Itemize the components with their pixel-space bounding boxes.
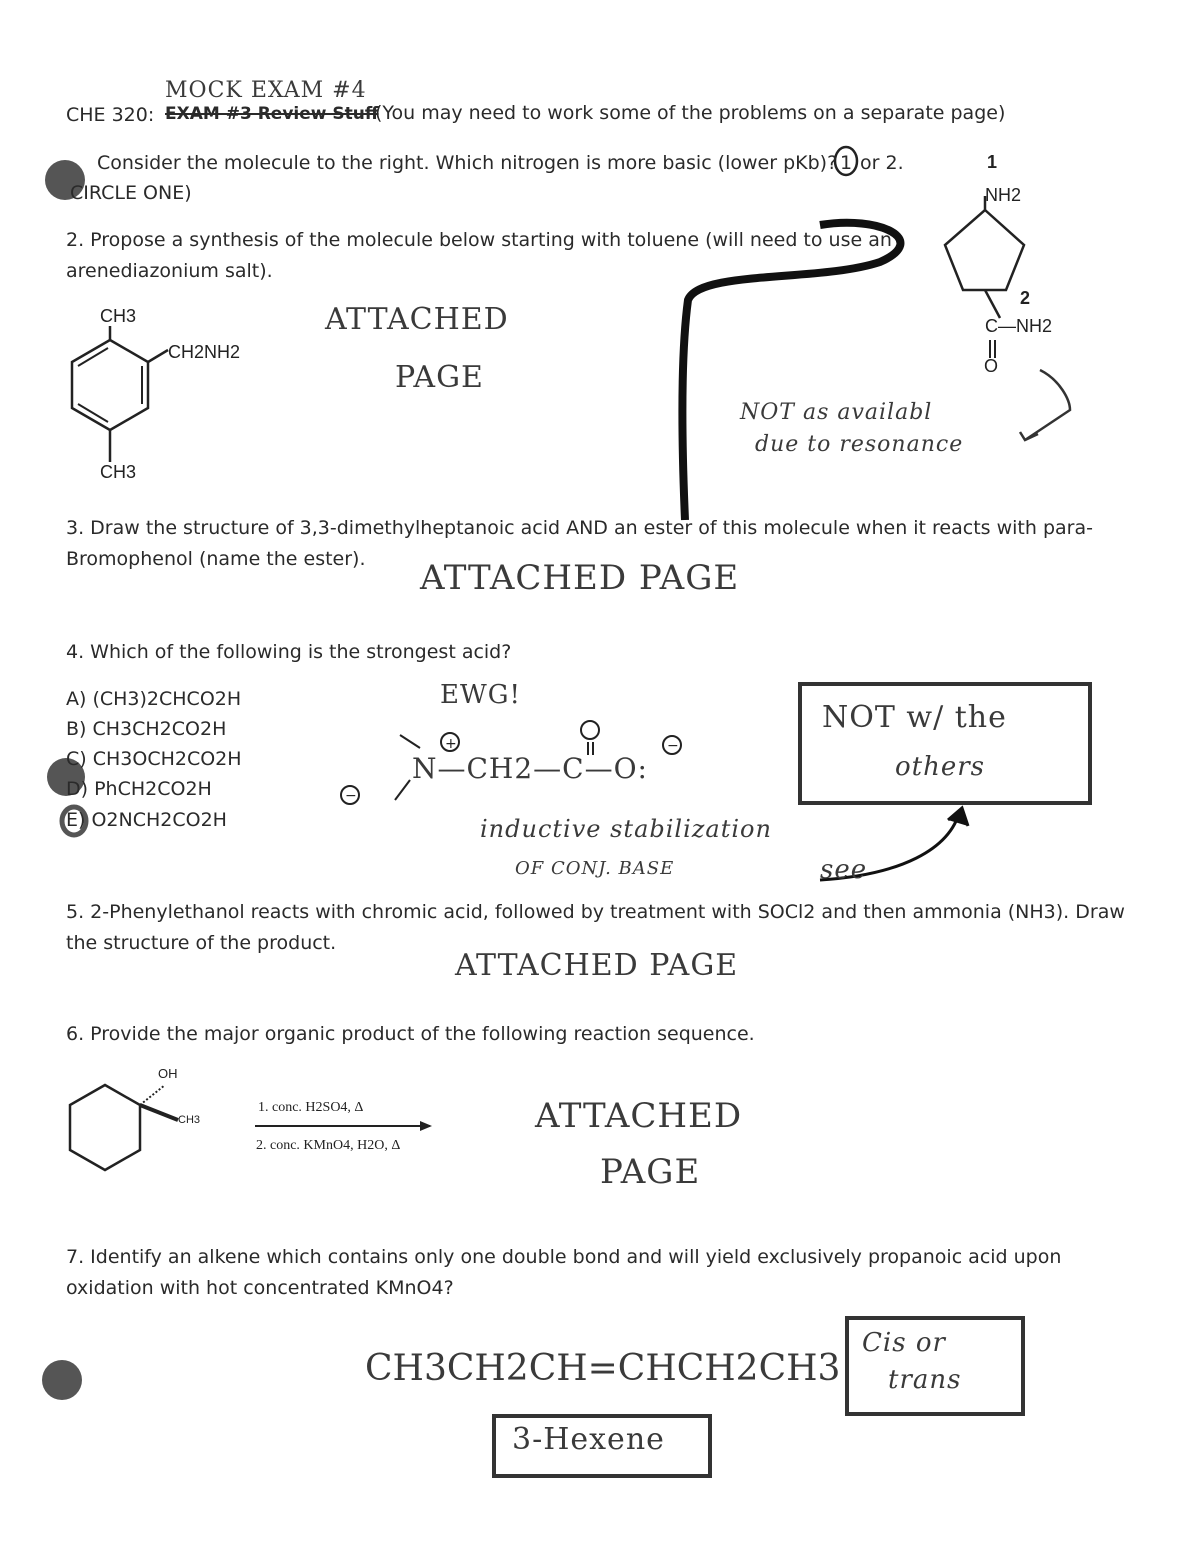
punch-hole-bottom bbox=[42, 1360, 82, 1400]
q4-option-d: D) PhCH2CO2H bbox=[66, 778, 212, 800]
q4-question: 4. Which of the following is the strongest acid? bbox=[66, 641, 512, 663]
svg-text:−: − bbox=[345, 788, 357, 804]
q2-line2: arenediazonium salt). bbox=[66, 260, 273, 282]
q2-answer-2: PAGE bbox=[395, 360, 484, 395]
q6-step2: 2. conc. KMnO4, H2O, Δ bbox=[256, 1138, 401, 1153]
q1-option-tail: or 2. bbox=[860, 152, 904, 174]
q4-option-c: C) CH3OCH2CO2H bbox=[66, 748, 242, 770]
q2-answer-1: ATTACHED bbox=[325, 302, 509, 337]
q2-ch3-bottom: CH3 bbox=[100, 462, 137, 482]
header-note: (You may need to work some of the problems on a separate page) bbox=[375, 102, 1006, 124]
q4-option-a: A) (CH3)2CHCO2H bbox=[66, 688, 242, 710]
q5-line2: the structure of the product. bbox=[66, 932, 337, 954]
q4-option-b: B) CH3CH2CO2H bbox=[66, 718, 227, 740]
q4-box-line2: others bbox=[895, 752, 986, 782]
q7-line2: oxidation with hot concentrated KMnO4? bbox=[66, 1277, 454, 1299]
q1-label-2: 2 bbox=[1020, 288, 1031, 308]
q6-answer-2: PAGE bbox=[600, 1152, 701, 1192]
svg-text:−: − bbox=[667, 738, 679, 754]
q5-answer: ATTACHED PAGE bbox=[455, 948, 739, 983]
q3-answer: ATTACHED PAGE bbox=[420, 558, 740, 598]
q4-see: see bbox=[820, 855, 868, 885]
q7-box-line2: trans bbox=[888, 1365, 962, 1395]
q1-line2: CIRCLE ONE) bbox=[70, 182, 192, 204]
q4-box-line1: NOT w/ the bbox=[822, 700, 1007, 735]
q4-note-2: OF CONJ. BASE bbox=[515, 858, 675, 879]
q1-amide: C—NH2 bbox=[985, 316, 1053, 336]
q7-line1: 7. Identify an alkene which contains only one double bond and will yield exclusively propanoic acid upon bbox=[66, 1246, 1062, 1268]
cyclopentane-ring bbox=[945, 210, 1024, 290]
handwritten-title: MOCK EXAM #4 bbox=[165, 78, 367, 103]
cyclohexane-ring bbox=[70, 1085, 140, 1170]
q4-structure: N—CH2—C—O: bbox=[412, 752, 648, 785]
q4-ewg: EWG! bbox=[440, 680, 521, 710]
q6-question: 6. Provide the major organic product of the following reaction sequence. bbox=[66, 1023, 755, 1045]
q6-step1: 1. conc. H2SO4, Δ bbox=[258, 1100, 364, 1115]
q1-option-1: 1 bbox=[840, 152, 853, 174]
q2-ch3-top: CH3 bbox=[100, 306, 137, 326]
q1-text: Consider the molecule to the right. Which nitrogen is more basic (lower pKb)? bbox=[97, 152, 838, 174]
q7-answer: CH3CH2CH=CHCH2CH3 bbox=[365, 1348, 841, 1389]
q4-option-e: E) O2NCH2CO2H bbox=[66, 809, 227, 831]
q6-ch3: CH3 bbox=[178, 1114, 201, 1126]
q3-line2: Bromophenol (name the ester). bbox=[66, 548, 366, 570]
q1-annotation-1: NOT as availabl bbox=[740, 400, 933, 425]
q7-name: 3-Hexene bbox=[512, 1422, 665, 1457]
struck-title: EXAM #3 Review Stuff bbox=[165, 104, 379, 124]
q1-annotation-2: due to resonance bbox=[755, 432, 964, 457]
q1-label-1: 1 bbox=[987, 152, 998, 172]
course-code: CHE 320: bbox=[66, 104, 155, 126]
q1-nh2: NH2 bbox=[985, 185, 1022, 205]
bracket-arrow bbox=[682, 223, 900, 520]
q6-oh: OH bbox=[158, 1066, 178, 1081]
q2-ch2nh2: CH2NH2 bbox=[168, 342, 241, 362]
q1-carbonyl-o: O bbox=[984, 356, 999, 376]
q3-line1: 3. Draw the structure of 3,3-dimethylheptanoic acid AND an ester of this molecule when it reacts with para- bbox=[66, 517, 1093, 539]
q5-line1: 5. 2-Phenylethanol reacts with chromic acid, followed by treatment with SOCl2 and then ammonia (NH3). Draw bbox=[66, 901, 1125, 923]
q6-answer-1: ATTACHED bbox=[535, 1096, 743, 1136]
svg-text:+: + bbox=[445, 736, 457, 752]
benzene-ring bbox=[72, 340, 148, 430]
q4-note-1: inductive stabilization bbox=[480, 815, 772, 843]
q7-box-line1: Cis or bbox=[862, 1328, 946, 1358]
q2-line1: 2. Propose a synthesis of the molecule below starting with toluene (will need to use an bbox=[66, 229, 892, 251]
